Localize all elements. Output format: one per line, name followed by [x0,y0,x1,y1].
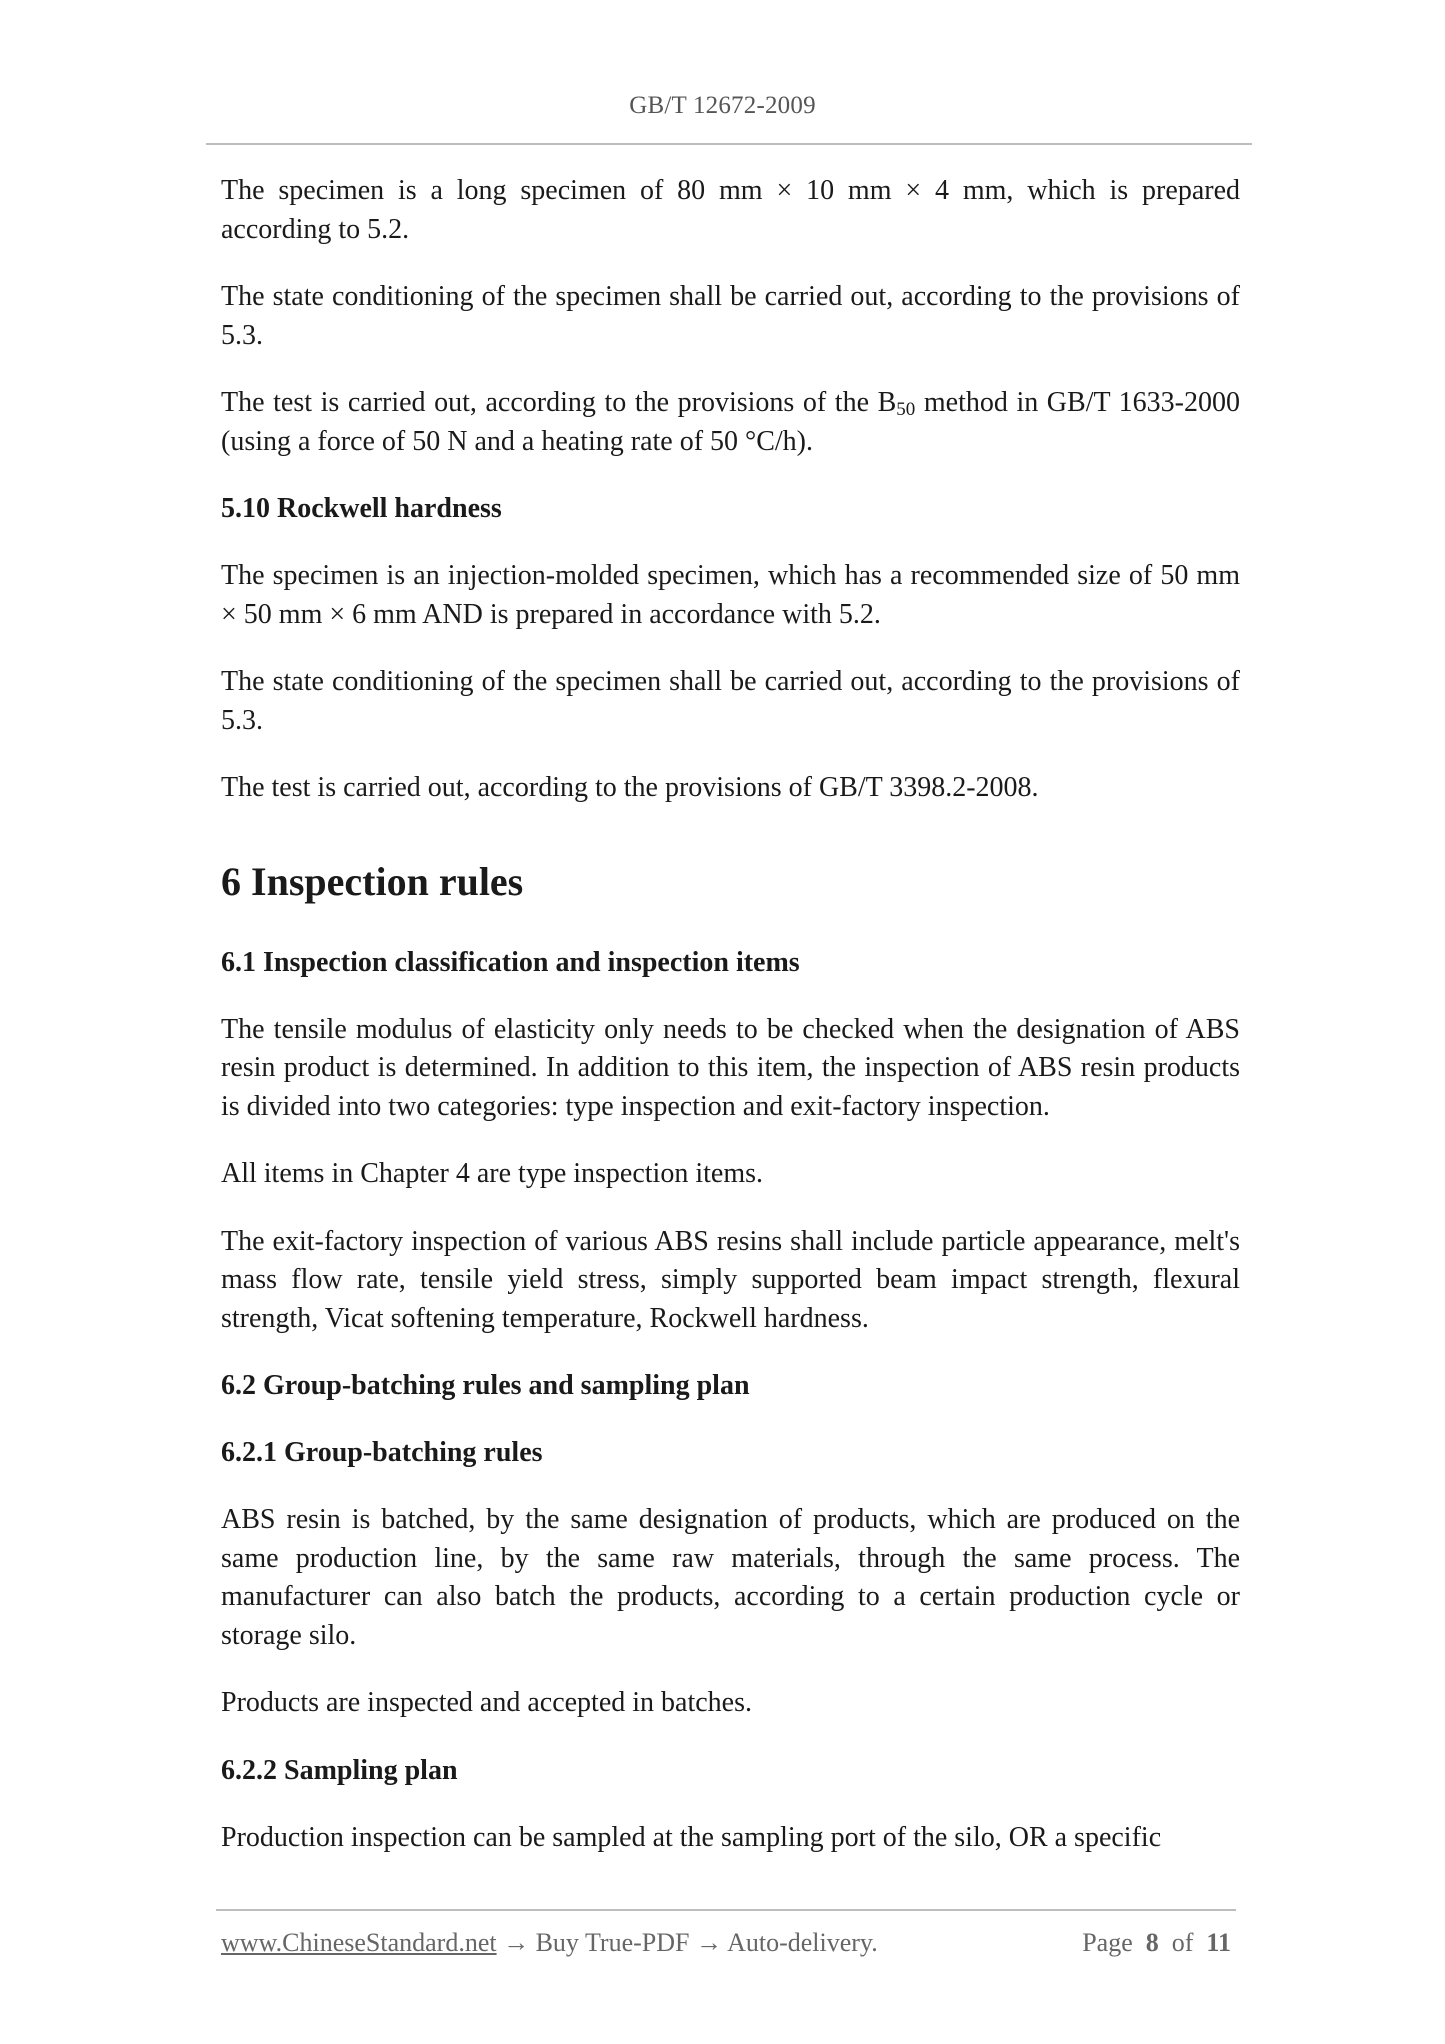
site-link[interactable]: www.ChineseStandard.net [221,1928,497,1957]
chapter-heading-6: 6 Inspection rules [221,858,524,904]
current-page-number: 8 [1145,1928,1159,1957]
section-heading-6-2-1: 6.2.1 Group-batching rules [221,1437,543,1468]
section-heading-6-2-2: 6.2.2 Sampling plan [221,1754,458,1786]
footer-divider [216,1909,1236,1911]
paragraph-batches: Products are inspected and accepted in batches. [221,1687,753,1718]
page-header-standard-id: GB/T 12672-2009 [629,92,816,119]
total-page-count: 11 [1206,1928,1231,1957]
paragraph-injection-specimen: The specimen is an injection-molded specimen, which has a recommended size of 50 mm × 50 mm × 6 mm AND is prepared in accordance with 5.2. [221,560,1240,630]
arrow-right-icon: → [496,1928,536,1957]
paragraph-text: method in GB/T 1633-2000 (using a force of 50 N and a heating rate of 50 °C/h). [221,387,1240,457]
section-heading-6-2: 6.2 Group-batching rules and sampling plan [221,1370,750,1401]
page-label: Page [1082,1928,1133,1957]
paragraph-state-conditioning-2: The state conditioning of the specimen shall be carried out, according to the provisions of 5.3. [221,666,1240,736]
paragraph-specimen-size: The specimen is a long specimen of 80 mm × 10 mm × 4 mm, which is prepared according to 5.2. [221,175,1240,245]
section-heading-5-10: 5.10 Rockwell hardness [221,493,502,524]
buy-true-pdf-text: Buy True-PDF [535,1928,690,1957]
auto-delivery-text: Auto-delivery. [727,1928,878,1957]
paragraph-tensile-modulus: The tensile modulus of elasticity only needs to be checked when the designation of ABS resin product is determined. In addition to this item, the inspection of ABS resin products is divided into two categories: type inspection and exit-factory inspection. [221,1013,1240,1122]
footer-promo [221,1928,878,1958]
header-divider [206,143,1252,145]
arrow-right-icon: → [689,1928,728,1957]
paragraph-state-conditioning: The state conditioning of the specimen shall be carried out, according to the provisions of 5.3. [221,281,1240,351]
paragraph-test-method-b50 [221,384,1240,461]
paragraph-test-gbt-3398: The test is carried out, according to the provisions of GB/T 3398.2-2008. [221,772,1039,803]
subscript-50: 50 [896,399,916,420]
section-heading-6-1: 6.1 Inspection classification and inspection items [221,946,800,978]
paragraph-exit-factory-inspection: The exit-factory inspection of various ABS resins shall include particle appearance, melt's mass flow rate, tensile yield stress, simply supported beam impact strength, flexural strength, Vicat softening temperature, Rockwell hardness. [221,1225,1240,1334]
document-body [221,172,1240,1886]
page-counter [1082,1928,1231,1958]
paragraph-production-sampling: Production inspection can be sampled at the sampling port of the silo, OR a specific [221,1821,1162,1853]
paragraph-batching: ABS resin is batched, by the same designation of products, which are produced on the same production line, by the same raw materials, through the same process. The manufacturer can also batch the products, according to a certain production cycle or storage silo. [221,1504,1240,1651]
paragraph-text: The test is carried out, according to the provisions of the B [221,387,897,418]
of-label: of [1171,1928,1194,1957]
paragraph-type-inspection: All items in Chapter 4 are type inspection items. [221,1158,763,1189]
